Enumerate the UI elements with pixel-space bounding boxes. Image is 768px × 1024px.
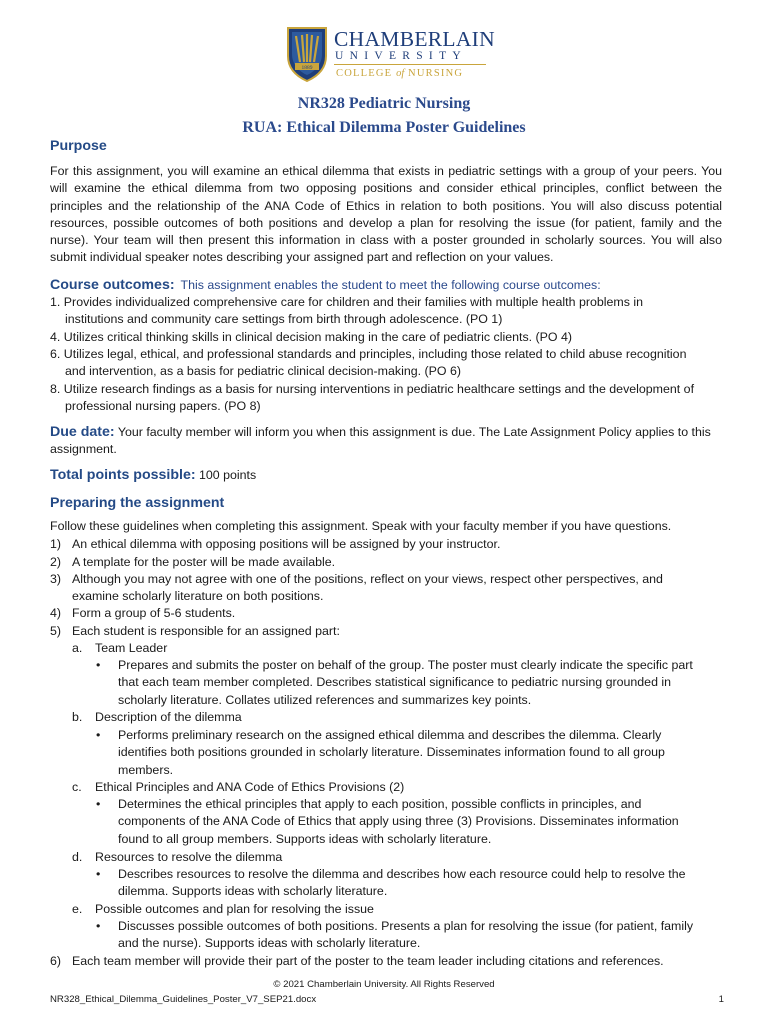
outcome-item	[50, 346, 740, 363]
step-text: An ethical dilemma with opposing positions will be assigned by your instructor.	[72, 537, 501, 551]
course-title: NR328 Pediatric Nursing	[297, 95, 471, 112]
outcome-line2: institutions and community care settings from birth through adolescence. (PO 1)	[65, 312, 503, 326]
step-text: A template for the poster will be made available.	[72, 555, 336, 569]
points-block	[50, 467, 722, 484]
seal-year: 1889	[301, 65, 313, 71]
outcome-num: 4.	[50, 330, 61, 344]
part-letter: e.	[72, 902, 83, 916]
logo-rule	[334, 64, 486, 65]
logo-college-post: NURSING	[404, 68, 464, 79]
points-value: 100 points	[199, 468, 257, 482]
step-text: Each team member will provide their part of the poster to the team leader including citations and references.	[72, 954, 664, 968]
part-letter: a.	[72, 641, 83, 655]
outcome-num: 1.	[50, 295, 61, 309]
preparing-heading: Preparing the assignment	[50, 495, 225, 511]
logo-name: CHAMBERLAIN	[334, 27, 495, 51]
assignment-title: RUA: Ethical Dilemma Poster Guidelines	[242, 119, 526, 136]
university-shield-icon	[286, 26, 328, 82]
outcomes-heading-row	[50, 276, 601, 294]
outcome-item	[50, 381, 740, 398]
step-text: Each student is responsible for an assigned part:	[72, 624, 340, 638]
logo-college-pre: COLLEGE	[336, 68, 397, 79]
part-letter: c.	[72, 780, 82, 794]
step-num: 2)	[50, 555, 62, 569]
bullet-glyph: •	[96, 658, 101, 672]
part-title: Possible outcomes and plan for resolving the issue	[95, 902, 374, 916]
outcome-line1: Provides individualized comprehensive care for children and their families with multiple health problems in	[63, 295, 643, 309]
step-num: 3)	[50, 572, 62, 586]
part-bullet-text: Performs preliminary research on the assigned ethical dilemma and describes the dilemma. Clearly identifies both positions grounded in scholarly literature. Disseminates information found to all group members.	[118, 728, 665, 777]
part-title: Ethical Principles and ANA Code of Ethics Provisions (2)	[95, 780, 405, 794]
footer-page-number: 1	[718, 994, 724, 1005]
step-num: 6)	[50, 954, 62, 968]
bullet-glyph: •	[96, 797, 101, 811]
footer-filename: NR328_Ethical_Dilemma_Guidelines_Poster_V7_SEP21.docx	[50, 994, 317, 1005]
step-num: 5)	[50, 624, 62, 638]
due-date-heading: Due date:	[50, 424, 115, 440]
step-num: 4)	[50, 606, 62, 620]
outcome-num: 8.	[50, 382, 61, 396]
step-text: Form a group of 5-6 students.	[72, 606, 236, 620]
bullet-glyph: •	[96, 728, 101, 742]
due-date-text: Your faculty member will inform you when this assignment is due. The Late Assignment Policy applies to this assignment.	[50, 425, 711, 457]
chamberlain-logo	[286, 26, 495, 86]
preparing-intro: Follow these guidelines when completing this assignment. Speak with your faculty member if you have questions.	[50, 519, 672, 533]
outcomes-heading: Course outcomes:	[50, 277, 175, 293]
outcome-line2: and intervention, as a basis for pediatric clinical decision-making. (PO 6)	[65, 364, 461, 378]
outcome-item	[50, 294, 730, 311]
part-bullet-text: Prepares and submits the poster on behalf of the group. The poster must clearly indicate the specific part that each team member completed. Describes statistical significance to pediatric nursing grounded in scholarly literature. Collates utilized references and summarizes key points.	[118, 658, 693, 707]
outcome-line2: professional nursing papers. (PO 8)	[65, 399, 261, 413]
purpose-heading: Purpose	[50, 138, 107, 154]
part-title: Resources to resolve the dilemma	[95, 850, 283, 864]
due-date-block	[50, 424, 722, 459]
part-letter: b.	[72, 710, 83, 724]
bullet-glyph: •	[96, 867, 101, 881]
part-bullet-text: Determines the ethical principles that apply to each position, possible conflicts in principles, and components of the ANA Code of Ethics that apply using three (3) Provisions. Disseminates information found to all group members. Supports ideas with scholarly literature.	[118, 797, 679, 846]
outcome-line1: Utilizes legal, ethical, and professional standards and principles, including those related to child abuse recognition	[63, 347, 687, 361]
bullet-glyph: •	[96, 919, 101, 933]
outcome-item	[50, 329, 730, 346]
outcomes-intro: This assignment enables the student to meet the following course outcomes:	[180, 278, 601, 292]
points-heading: Total points possible:	[50, 467, 196, 483]
part-letter: d.	[72, 850, 83, 864]
logo-university: UNIVERSITY	[335, 50, 467, 62]
logo-college	[336, 68, 463, 79]
part-title: Description of the dilemma	[95, 710, 242, 724]
purpose-text: For this assignment, you will examine an ethical dilemma that exists in pediatric settings with a group of your peers. You will examine the ethical dilemma from two opposing positions and consider ethical principles, conflict between the principles and the relationship of the ANA Code of Ethics in relation to both positions. You will also discuss potential resources, possible outcomes of both positions and develop a plan for resolving the issue (for patient, family and the nurse). Your team will then present this information in class with a poster grounded in scholarly sources. You will also submit individual speaker notes describing your assigned part and reflection on your values.	[50, 164, 722, 265]
outcome-num: 6.	[50, 347, 61, 361]
part-bullet-text: Describes resources to resolve the dilemma and describes how each resource could help to resolve the dilemma. Supports ideas with scholarly literature.	[118, 867, 686, 899]
footer-copyright: © 2021 Chamberlain University. All Rights Reserved	[273, 979, 495, 990]
outcome-line1: Utilizes critical thinking skills in clinical decision making in the care of pediatric clients. (PO 4)	[63, 330, 573, 344]
step-text: Although you may not agree with one of the positions, reflect on your views, respect other perspectives, and examine scholarly literature on both positions.	[72, 572, 663, 604]
outcome-line1: Utilize research findings as a basis for nursing interventions in pediatric healthcare settings and the development of	[63, 382, 695, 396]
logo-college-of: of	[396, 68, 405, 79]
part-bullet-text: Discusses possible outcomes of both positions. Presents a plan for resolving the issue (for patient, family and the nurse). Supports ideas with scholarly literature.	[118, 919, 694, 951]
step-num: 1)	[50, 537, 62, 551]
part-title: Team Leader	[95, 641, 168, 655]
